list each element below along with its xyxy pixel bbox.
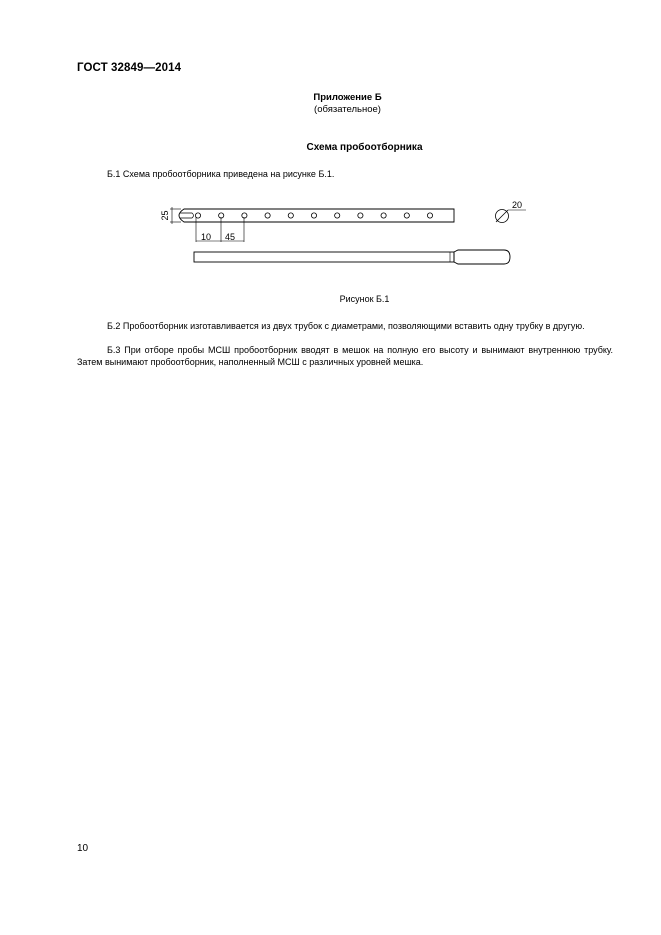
dim-hole-spacing-label: 45 xyxy=(225,232,236,242)
appendix-heading xyxy=(0,92,661,116)
appendix-title: Приложение Б xyxy=(313,92,382,103)
tube-hole xyxy=(335,213,340,218)
tube-handle xyxy=(454,250,510,264)
tube-hole xyxy=(381,213,386,218)
paragraph-b3: Б.3 При отборе пробы МСШ пробоотборник вводят в мешок на полную его высоту и вынимают внутреннюю трубку. Затем вынимают пробоотборник, наполненный МСШ с различных уровней мешка. xyxy=(77,345,613,367)
tube-hole xyxy=(311,213,316,218)
page-number: 10 xyxy=(77,843,89,854)
dim-height-label: 25 xyxy=(160,210,170,221)
tube-hole xyxy=(242,213,247,218)
paragraph-b1: Б.1 Схема пробоотборника приведена на рисунке Б.1. xyxy=(107,169,335,179)
tube-hole xyxy=(265,213,270,218)
dimension-diameter xyxy=(496,200,527,223)
dimension-height xyxy=(160,207,181,224)
tube-hole xyxy=(358,213,363,218)
paragraph-b2: Б.2 Пробоотборник изготавливается из двух трубок с диаметрами, позволяющими вставить одну трубку в другую. xyxy=(107,321,585,331)
sampler-drawing xyxy=(150,195,530,275)
tube-holes xyxy=(195,213,432,218)
inner-tube xyxy=(194,250,510,264)
appendix-status: (обязательное) xyxy=(314,104,381,115)
tube-hole xyxy=(404,213,409,218)
standard-header: ГОСТ 32849—2014 xyxy=(77,62,182,74)
dim-diameter-label: 20 xyxy=(512,200,523,210)
tube-hole xyxy=(427,213,432,218)
figure-caption: Рисунок Б.1 xyxy=(339,294,390,304)
sampler-figure xyxy=(150,195,530,275)
dimension-holes xyxy=(196,217,244,242)
section-title: Схема пробоотборника xyxy=(306,142,423,153)
tube-hole xyxy=(288,213,293,218)
dim-first-hole-label: 10 xyxy=(201,232,212,242)
